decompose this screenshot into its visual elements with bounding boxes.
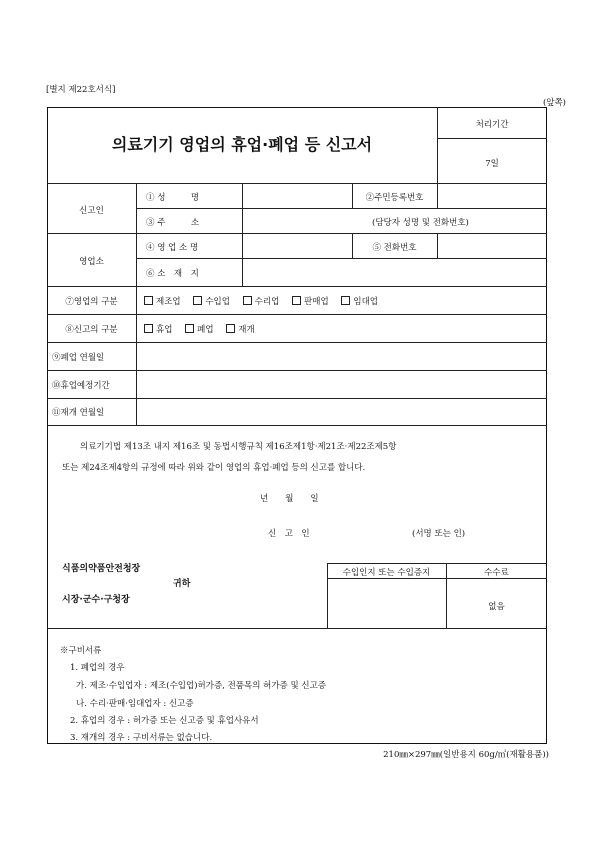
reporter-name-field[interactable] [243,184,351,207]
checkbox-icon[interactable] [292,296,301,305]
reporter-address-label: ③ 주 소 [146,218,200,228]
stamp-label: 수입인지 또는 수입증지 [342,568,431,578]
resume-date-field[interactable] [137,399,546,424]
option-rental[interactable]: 임대업 [341,295,378,307]
resume-date-label: ⑪재개 연월일 [52,408,105,418]
form-title: 의료기기 영업의 휴업·폐업 등 신고서 [111,135,373,154]
rrn-label: ②주민등록번호 [365,193,424,203]
business-location-label: ⑥ 소 재 지 [146,269,199,279]
recipient-line-2: 시장·군수·구청장 [62,595,130,605]
document-item: 나. 수리·판매·임대업자 : 신고증 [76,699,194,709]
business-name-label: ④ 영 업 소 명 [146,243,199,253]
fee-label: 수수료 [484,568,509,578]
reporter-signature-label: 신 고 인 [268,529,310,539]
option-manufacturing[interactable]: 제조업 [144,295,181,307]
business-phone-label: ⑤ 전화번호 [372,243,417,253]
form-number-label: [별지 제22호서식] [46,85,116,95]
statement-line-2: 또는 제24조제4항의 규정에 따라 위와 같이 영업의 휴업·폐업 등의 신고를 합니다. [62,463,366,473]
suspension-period-field[interactable] [137,371,546,397]
suspension-period-label: ⑩휴업예정기간 [52,381,110,391]
option-suspension[interactable]: 휴업 [144,323,172,335]
checkbox-icon[interactable] [185,324,194,333]
reporter-section-label: 신고인 [79,206,104,216]
business-type-label: ⑦영업의 구분 [65,297,118,307]
document-item: 2. 휴업의 경우 : 허가증 또는 신고증 및 휴업사유서 [70,716,259,726]
rrn-field[interactable] [438,184,546,207]
contact-note: (담당자 성명 및 전화번호) [372,218,469,228]
recipient-honorific: 귀하 [173,579,191,589]
report-type-options [144,323,265,335]
document-item: 가. 제조·수입업자 : 제조(수입업)허가증, 전품목의 허가증 및 신고증 [76,681,327,691]
option-sales[interactable]: 판매업 [292,295,329,307]
reporter-name-label: ① 성 명 [146,193,200,203]
option-resume[interactable]: 재개 [226,323,254,335]
checkbox-icon[interactable] [243,296,252,305]
processing-period-label: 처리기간 [475,120,509,130]
signature-note: (서명 또는 인) [412,529,466,539]
business-section-label: 영업소 [79,257,104,267]
paper-size-footer: 210㎜×297㎜(일반용지 60g/㎡(재활용품)) [383,750,549,760]
statement-date: 년 월 일 [260,494,319,504]
reporter-address-field[interactable] [243,209,353,232]
checkbox-icon[interactable] [341,296,350,305]
page-side-label: (앞쪽) [542,98,566,108]
fee-value: 없음 [488,602,505,612]
business-name-field[interactable] [243,234,351,257]
document-item: 3. 재개의 경우 : 구비서류는 없습니다. [70,733,213,743]
recipient-line-1: 식품의약품안전청장 [62,564,141,574]
document-item: 1. 폐업의 경우 [70,663,125,673]
business-type-options [144,295,388,307]
option-repair[interactable]: 수리업 [243,295,280,307]
closure-date-label: ⑨폐업 연월일 [52,353,105,363]
business-location-field[interactable] [243,259,546,285]
checkbox-icon[interactable] [144,324,153,333]
checkbox-icon[interactable] [144,296,153,305]
stamp-area[interactable] [328,579,445,627]
documents-heading: ※구비서류 [60,646,102,656]
option-import[interactable]: 수입업 [193,295,230,307]
statement-line-1: 의료기기법 제13조 내지 제16조 및 동법시행규칙 제16조제1항·제21조·제22조제5항 [80,442,397,452]
checkbox-icon[interactable] [193,296,202,305]
checkbox-icon[interactable] [226,324,235,333]
closure-date-field[interactable] [137,343,546,369]
report-type-label: ⑧신고의 구분 [65,325,118,335]
option-closure[interactable]: 폐업 [185,323,213,335]
processing-period-value: 7일 [485,159,499,169]
business-phone-field[interactable] [438,234,546,257]
